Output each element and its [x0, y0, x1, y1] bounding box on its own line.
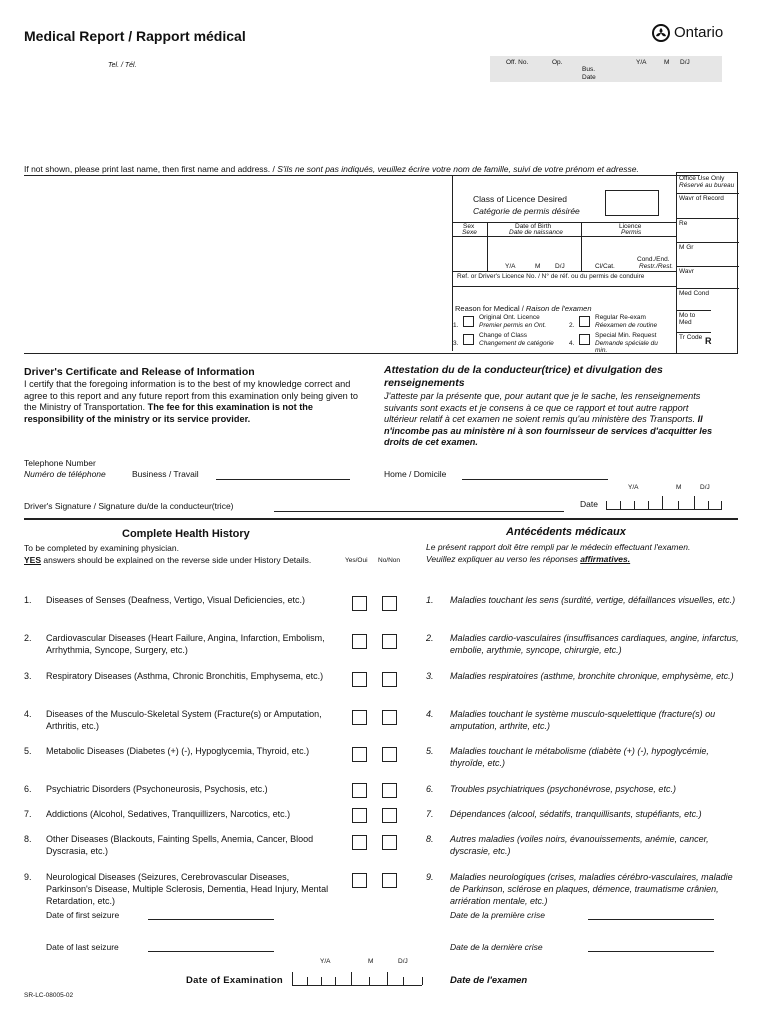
licence-grid-divider-1 — [487, 223, 488, 271]
item-9-en: Neurological Diseases (Seizures, Cerebrovascular Diseases, Parkinson's Disease, Multiple Sclerosis, Dementia, Head Injury, Mental Retardation, etc.) — [46, 872, 329, 906]
office-row-mo-to-med: Mo to Med — [677, 311, 711, 333]
item-1-num-fr: 1. — [426, 595, 434, 605]
history-title-fr: Antécédents médicaux — [506, 526, 626, 538]
office-use-column — [676, 172, 738, 354]
tr-code-value: R — [705, 336, 712, 346]
off-no-label: Off. No. — [506, 59, 529, 66]
certificate-body-en — [24, 379, 364, 425]
business-label: Business / Travail — [132, 469, 199, 479]
item-4-fr: Maladies touchant le système musculo-squelettique (fracture(s) ou amputation, arthrite, etc.) — [450, 709, 716, 731]
item-6-yes-checkbox[interactable] — [352, 783, 367, 798]
name-instruction — [24, 164, 639, 174]
exam-date-label-fr: Date de l'examen — [450, 975, 528, 986]
item-1-yes-checkbox[interactable] — [352, 596, 367, 611]
item-4-num: 4. — [24, 709, 32, 719]
reason-2-checkbox[interactable] — [579, 316, 590, 327]
item-5-en: Metabolic Diseases (Diabetes (+) (-), Hypoglycemia, Thyroid, etc.) — [46, 746, 310, 756]
office-use-title-en: Office Use Only — [679, 175, 725, 182]
exam-date-field[interactable] — [292, 972, 422, 986]
item-4-num-fr: 4. — [426, 709, 434, 719]
sign-date-m: M — [676, 484, 682, 491]
item-9-num: 9. — [24, 872, 32, 882]
phone-label-en: Telephone Number — [24, 458, 96, 468]
cond-end-label: Cond./End. — [637, 256, 670, 263]
reason-4-fr: Demande spéciale du min. — [595, 340, 658, 354]
item-7-no-checkbox[interactable] — [382, 808, 397, 823]
office-row-mgr: M Gr — [677, 243, 739, 267]
reason-1-en: Original Ont. Licence — [479, 314, 540, 321]
item-8-yes-checkbox[interactable] — [352, 835, 367, 850]
certificate-fee-fr: Il n'incombe pas au ministère ni à son fournisseur de services d'acquitter les droits de cet examen. — [384, 414, 713, 447]
reason-3-num: 3. — [453, 340, 459, 347]
sign-date-field[interactable] — [606, 496, 722, 510]
office-row-wavr: Wavr — [677, 267, 739, 289]
item-2-num-fr: 2. — [426, 633, 434, 643]
item-8-fr: Autres maladies (voiles noirs, évanouissements, anémie, cancer, dyscrasie, etc.) — [450, 834, 709, 856]
certificate-body-en-text: I certify that the foregoing information is to the best of my knowledge correct and agree to this report and any future report from this examination only being given to the Ministry of Transportation. — [24, 379, 359, 412]
reason-2-num: 2. — [569, 322, 575, 329]
dj-label: D/J — [680, 59, 690, 66]
office-row-tr-code: Tr Code — [679, 334, 703, 341]
item-4-en: Diseases of the Musculo-Skeletal System (Fracture(s) or Amputation, Arthritis, etc.) — [46, 709, 322, 731]
affirm-fr: affirmatives. — [580, 554, 631, 564]
item-5-fr: Maladies touchant le métabolisme (diabète (+) (-), hypoglycémie, thyroïde, etc.) — [450, 746, 709, 768]
sign-date-dj: D/J — [700, 484, 710, 491]
name-instruction-en: If not shown, please print last name, then first name and address. / — [24, 164, 275, 174]
item-4-no-checkbox[interactable] — [382, 710, 397, 725]
reason-1-fr: Premier permis en Ont. — [479, 322, 547, 329]
restr-label: Restr./Rest. — [639, 263, 674, 270]
last-seizure-field-fr[interactable] — [588, 940, 714, 952]
item-7-fr: Dépendances (alcool, sédatifs, tranquillisants, stupéfiants, etc.) — [450, 809, 702, 819]
reason-heading — [455, 304, 592, 313]
last-seizure-label-en: Date of last seizure — [46, 942, 119, 952]
completed-by-fr: Le présent rapport doit être rempli par le médecin effectuant l'examen. — [426, 542, 691, 552]
exam-date-ya: Y/A — [320, 958, 331, 965]
item-3-num-fr: 3. — [426, 671, 434, 681]
licence-label-en: Licence — [619, 223, 642, 230]
office-use-title — [679, 175, 737, 189]
name-instruction-fr: S'ils ne sont pas indiqués, veuillez écrire votre nom de famille, suivi de votre prénom et adresse. — [277, 164, 639, 174]
completed-by-en: To be completed by examining physician. — [24, 543, 179, 553]
item-6-num: 6. — [24, 784, 32, 794]
item-3-en: Respiratory Diseases (Asthma, Chronic Bronchitis, Emphysema, etc.) — [46, 671, 324, 681]
exam-date-label-en: Date of Examination — [186, 975, 284, 986]
item-4-yes-checkbox[interactable] — [352, 710, 367, 725]
bus-label: Bus. — [582, 66, 596, 73]
reason-en: Reason for Medical / — [455, 304, 524, 313]
dob-m: M — [535, 263, 541, 270]
certificate-body-fr — [384, 391, 718, 449]
col-yes-label: Yes/Oui — [345, 557, 368, 564]
last-seizure-field-en[interactable] — [148, 940, 274, 952]
first-seizure-field-fr[interactable] — [588, 908, 714, 920]
item-5-no-checkbox[interactable] — [382, 747, 397, 762]
reason-2-en: Regular Re-exam — [595, 314, 646, 321]
col-no-label: No/Non — [378, 557, 401, 564]
reason-fr: Raison de l'examen — [525, 304, 592, 313]
date-label: Date — [582, 74, 596, 81]
form-code: SR-LC-08005-02 — [24, 992, 74, 999]
section-rule-1 — [24, 353, 738, 354]
sign-date-label: Date — [580, 499, 598, 509]
item-1-no-checkbox[interactable] — [382, 596, 397, 611]
exam-date-m: M — [368, 958, 374, 965]
dob-label-fr: Date de naissance — [509, 229, 563, 236]
phone-label-fr: Numéro de téléphone — [24, 469, 106, 479]
item-5-num: 5. — [24, 746, 32, 756]
tel-label: Tel. / Tél. — [108, 62, 137, 69]
explain-fr-text: Veuillez expliquer au verso les réponses — [426, 554, 578, 564]
class-licence-input[interactable] — [605, 190, 659, 216]
licence-grid-divider-2 — [581, 223, 582, 271]
office-row-med-cond: Med Cond — [677, 289, 711, 311]
last-seizure-label-fr: Date de la dernière crise — [450, 942, 543, 952]
item-9-fr: Maladies neurologiques (crises, maladies cérébro-vasculaires, maladie de Parkinson, sclérose en plaques, démence, traumatisme crânien, arriération mentale, etc.) — [450, 872, 733, 906]
item-2-num: 2. — [24, 633, 32, 643]
trillium-icon — [652, 24, 670, 42]
licence-grid-divider-4 — [453, 271, 677, 272]
item-8-no-checkbox[interactable] — [382, 835, 397, 850]
clcat-label: Cl/Cat. — [595, 263, 615, 270]
sign-date-ya: Y/A — [628, 484, 639, 491]
item-6-num-fr: 6. — [426, 784, 434, 794]
signature-field[interactable] — [274, 500, 564, 512]
home-label: Home / Domicile — [384, 469, 447, 479]
page-title: Medical Report / Rapport médical — [24, 28, 246, 44]
certificate-fee-en: The fee for this examination is not the responsibility of the ministry or its service provider. — [24, 402, 313, 424]
certificate-title-en: Driver's Certificate and Release of Information — [24, 366, 255, 378]
dob-ya: Y/A — [505, 263, 516, 270]
reason-3-en: Change of Class — [479, 332, 528, 339]
item-3-fr: Maladies respiratoires (asthme, bronchite chronique, emphysème, etc.) — [450, 671, 734, 681]
item-5-num-fr: 5. — [426, 746, 434, 756]
office-use-title-fr: Réservé au bureau — [679, 182, 735, 189]
exam-date-dj: D/J — [398, 958, 408, 965]
item-7-yes-checkbox[interactable] — [352, 808, 367, 823]
op-label: Op. — [552, 59, 563, 66]
item-6-no-checkbox[interactable] — [382, 783, 397, 798]
item-9-yes-checkbox[interactable] — [352, 873, 367, 888]
dob-label-en: Date of Birth — [515, 223, 552, 230]
licence-grid-divider-3 — [453, 236, 677, 237]
item-1-en: Diseases of Senses (Deafness, Vertigo, Visual Deficiencies, etc.) — [46, 595, 305, 605]
reason-4-checkbox[interactable] — [579, 334, 590, 345]
office-row-wavr-record: Wavr of Record — [677, 193, 739, 219]
item-7-num-fr: 7. — [426, 809, 434, 819]
item-3-num: 3. — [24, 671, 32, 681]
signature-label: Driver's Signature / Signature du/de la conducteur(trice) — [24, 501, 234, 511]
history-title-en: Complete Health History — [122, 528, 250, 540]
explain-fr — [426, 554, 630, 564]
item-8-num-fr: 8. — [426, 834, 434, 844]
class-licence-fr: Catégorie de permis désirée — [473, 206, 580, 216]
ya-label: Y/A — [636, 59, 647, 66]
section-rule-2 — [24, 518, 738, 520]
reason-3-checkbox[interactable] — [463, 334, 474, 345]
sex-label-fr: Sexe — [462, 229, 477, 236]
business-phone-field[interactable] — [216, 468, 350, 480]
home-phone-field[interactable] — [462, 468, 608, 480]
m-label: M — [664, 59, 670, 66]
sex-label-en: Sex — [463, 223, 475, 230]
item-8-num: 8. — [24, 834, 32, 844]
first-seizure-field-en[interactable] — [148, 908, 274, 920]
item-7-en: Addictions (Alcohol, Sedatives, Tranquillizers, Narcotics, etc.) — [46, 809, 291, 819]
reason-2-fr: Réexamen de routine — [595, 322, 658, 329]
certificate-title-fr: Attestation du de la conducteur(trice) et divulgation des renseignements — [384, 364, 663, 389]
licence-box — [452, 176, 676, 354]
item-1-num: 1. — [24, 595, 32, 605]
item-2-fr: Maladies cardio-vasculaires (insuffisances cardiaques, angine, infarctus, embolie, arythmie, syncope, chirurgie, etc.) — [450, 633, 739, 655]
licence-grid — [453, 222, 677, 287]
reason-4-num: 4. — [569, 340, 575, 347]
item-9-num-fr: 9. — [426, 872, 434, 882]
item-5-yes-checkbox[interactable] — [352, 747, 367, 762]
reason-1-checkbox[interactable] — [463, 316, 474, 327]
reason-4-en: Special Min. Request — [595, 332, 657, 339]
yes-explain-en — [24, 555, 324, 566]
item-2-yes-checkbox[interactable] — [352, 634, 367, 649]
certificate-body-fr-text: J'atteste par la présente que, pour autant que je le sache, les renseignements suivants sont exacts et je consens à ce que ce rapport et tout autre rapport ultérieur relatif à cet examen ne soient remis qu'au ministère des Transports. — [384, 391, 701, 424]
item-2-en: Cardiovascular Diseases (Heart Failure, Angina, Infarction, Embolism, Arrhythmia, Syncope, Surgery, etc.) — [46, 633, 325, 655]
item-3-no-checkbox[interactable] — [382, 672, 397, 687]
item-3-yes-checkbox[interactable] — [352, 672, 367, 687]
reason-3-fr: Changement de catégorie — [479, 340, 554, 347]
item-9-no-checkbox[interactable] — [382, 873, 397, 888]
logo-text: Ontario — [674, 24, 724, 41]
ref-line-label: Ref. or Driver's Licence No. / N° de réf. ou du permis de conduire — [457, 273, 645, 280]
licence-label-fr: Permis — [621, 229, 642, 236]
yes-explain-text: answers should be explained on the reverse side under History Details. — [43, 555, 312, 565]
item-8-en: Other Diseases (Blackouts, Fainting Spells, Anemia, Cancer, Blood Dyscrasia, etc.) — [46, 834, 314, 856]
dob-dj: D/J — [555, 263, 565, 270]
item-6-fr: Troubles psychiatriques (psychonévrose, psychose, etc.) — [450, 784, 676, 794]
office-strip — [490, 56, 722, 82]
office-row-re: Re — [677, 219, 739, 243]
first-seizure-label-en: Date of first seizure — [46, 910, 120, 920]
item-7-num: 7. — [24, 809, 32, 819]
item-2-no-checkbox[interactable] — [382, 634, 397, 649]
reason-1-num: 1. — [453, 322, 459, 329]
item-1-fr: Maladies touchant les sens (surdité, vertige, défaillances visuelles, etc.) — [450, 595, 736, 605]
yes-word: YES — [24, 555, 42, 565]
item-6-en: Psychiatric Disorders (Psychoneurosis, Psychosis, etc.) — [46, 784, 268, 794]
first-seizure-label-fr: Date de la première crise — [450, 910, 545, 920]
class-licence-en: Class of Licence Desired — [473, 194, 568, 204]
